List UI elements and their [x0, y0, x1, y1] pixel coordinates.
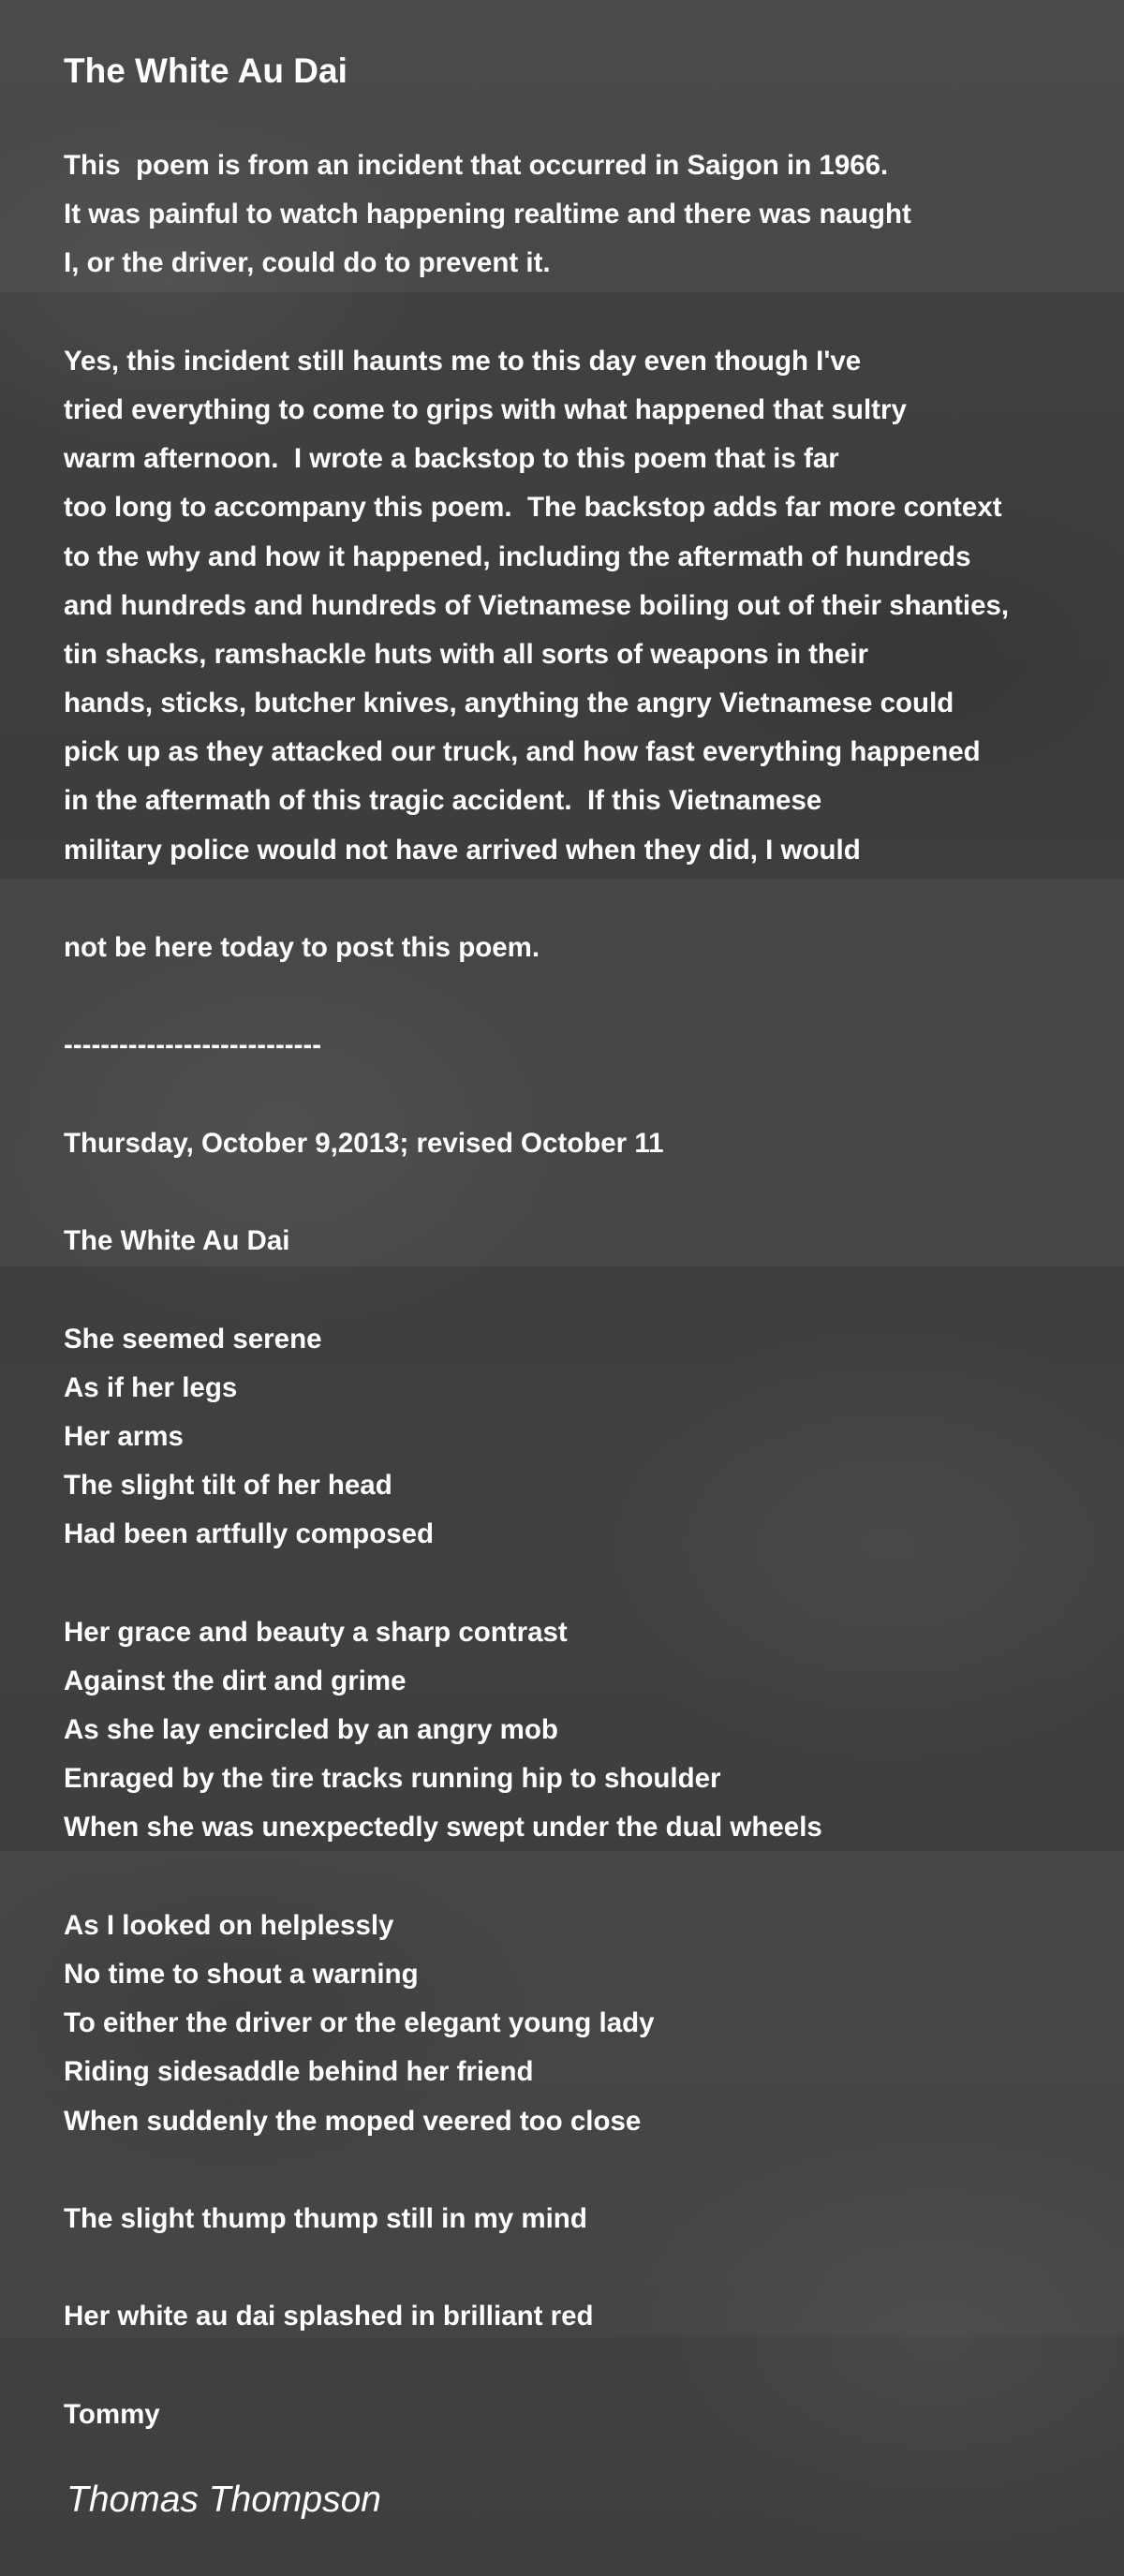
poem-line: It was painful to watch happening realtime and there was naught [64, 199, 911, 230]
poem-line: hands, sticks, butcher knives, anything the angry Vietnamese could [64, 688, 954, 719]
poem-line: Yes, this incident still haunts me to this day even though I've [64, 345, 862, 377]
poem-line: Had been artfully composed [64, 1518, 435, 1550]
poem-line: pick up as they attacked our truck, and how fast everything happened [64, 736, 981, 768]
stanza-break [64, 289, 1094, 337]
poem-line: The slight thump thump still in my mind [64, 2202, 587, 2234]
stanza-break [64, 2341, 1094, 2390]
author-signature: Thomas Thompson [67, 2480, 381, 2520]
poem-line: and hundreds and hundreds of Vietnamese boiling out of their shanties, [64, 589, 1010, 621]
poem-line: When she was unexpectedly swept under the dual wheels [64, 1812, 822, 1843]
poem-title: The White Au Dai [64, 52, 348, 90]
poem-line: warm afternoon. I wrote a backstop to this poem that is far [64, 443, 839, 475]
poem-container [64, 47, 1094, 2430]
stanza-break [64, 2243, 1094, 2292]
poem-line: Riding sidesaddle behind her friend [64, 2056, 534, 2088]
poem-line: As she lay encircled by an angry mob [64, 1714, 558, 1745]
poem-line: tin shacks, ramshackle huts with all sorts of weapons in their [64, 638, 869, 670]
stanza-break [64, 1071, 1094, 1119]
poem-line: She seemed serene [64, 1323, 322, 1355]
stanza-break [64, 972, 1094, 1021]
poem-line: Her arms [64, 1420, 184, 1452]
stanza-break [64, 1559, 1094, 1607]
poem-line: Tommy [64, 2398, 160, 2430]
poem-line: No time to shout a warning [64, 1958, 419, 1990]
stanza-break [64, 1168, 1094, 1217]
poem-line: To either the driver or the elegant young lady [64, 2007, 655, 2039]
stanza-break [64, 875, 1094, 924]
poem-line: to the why and how it happened, including the aftermath of hundreds [64, 540, 971, 572]
stanza-break [64, 1853, 1094, 1902]
poem-body [64, 141, 1094, 2439]
poem-line: As I looked on helplessly [64, 1909, 394, 1941]
poem-line: tried everything to come to grips with what happened that sultry [64, 393, 907, 425]
poem-line: Thursday, October 9,2013; revised October 11 [64, 1127, 664, 1159]
poem-line: military police would not have arrived when they did, I would [64, 834, 861, 866]
poem-line: Against the dirt and grime [64, 1665, 407, 1696]
poem-line: The White Au Dai [64, 1225, 290, 1257]
stanza-break [64, 2146, 1094, 2195]
poem-line: Her white au dai splashed in brilliant red [64, 2301, 594, 2332]
poem-line: Enraged by the tire tracks running hip to shoulder [64, 1763, 721, 1795]
stanza-break [64, 1266, 1094, 1314]
poem-line: not be here today to post this poem. [64, 932, 540, 963]
poem-line: I, or the driver, could do to prevent it. [64, 247, 551, 279]
poem-line: Her grace and beauty a sharp contrast [64, 1616, 568, 1648]
poem-line: As if her legs [64, 1371, 238, 1403]
poem-line: When suddenly the moped veered too close [64, 2105, 642, 2137]
poem-line: ---------------------------- [64, 1029, 322, 1061]
poem-line: The slight tilt of her head [64, 1470, 392, 1502]
poem-line: This poem is from an incident that occurred in Saigon in 1966. [64, 150, 889, 181]
poem-line: too long to accompany this poem. The backstop adds far more context [64, 492, 1002, 524]
poem-line: in the aftermath of this tragic accident. If this Vietnamese [64, 785, 822, 817]
